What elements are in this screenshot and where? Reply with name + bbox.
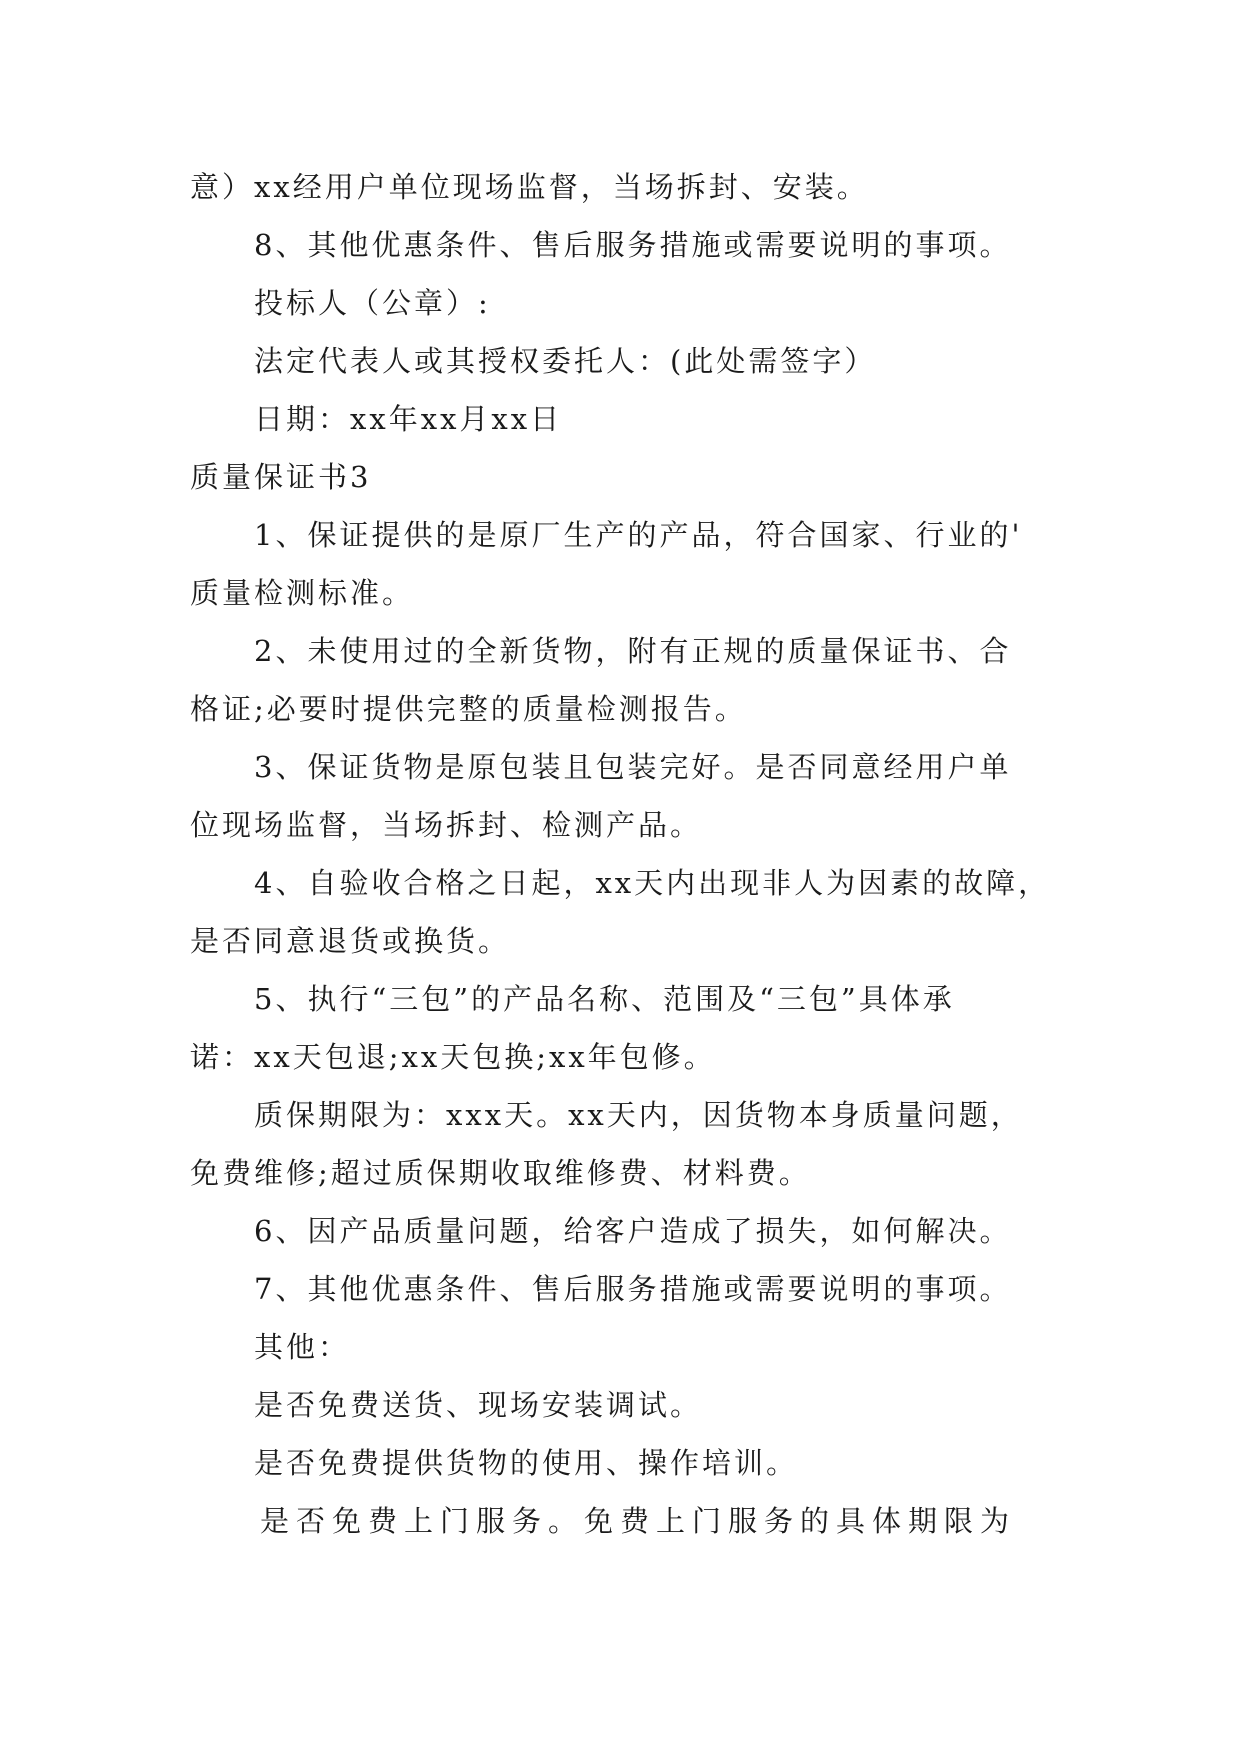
text-line: 8、其他优惠条件、售后服务措施或需要说明的事项。 xyxy=(254,228,1012,262)
text-line: 7、其他优惠条件、售后服务措施或需要说明的事项。 xyxy=(254,1272,1012,1306)
text-line: 是否免费送货、现场安装调试。 xyxy=(254,1388,703,1422)
text-line: 是否免费上门服务。免费上门服务的具体期限为 xyxy=(260,1504,1017,1538)
text-line: 6、因产品质量问题，给客户造成了损失，如何解决。 xyxy=(254,1214,1012,1248)
text-line: 免费维修;超过质保期收取维修费、材料费。 xyxy=(190,1156,811,1190)
text-line: 日期：xx年xx月xx日 xyxy=(254,402,563,436)
text-line: 1、保证提供的是原厂生产的产品，符合国家、行业的' xyxy=(254,518,1023,552)
text-line: 其他： xyxy=(254,1330,351,1364)
text-line: 3、保证货物是原包装且包装完好。是否同意经用户单 xyxy=(254,750,1012,784)
text-line: 位现场监督，当场拆封、检测产品。 xyxy=(190,808,703,842)
text-line: 质保期限为：xxx天。xx天内，因货物本身质量问题， xyxy=(254,1098,1023,1132)
text-line: 4、自验收合格之日起，xx天内出现非人为因素的故障， xyxy=(254,866,1051,900)
text-line: 格证;必要时提供完整的质量检测报告。 xyxy=(190,692,747,726)
text-line: 意）xx经用户单位现场监督，当场拆封、安装。 xyxy=(190,170,869,204)
text-line: 5、执行“三包”的产品名称、范围及“三包”具体承 xyxy=(254,982,955,1016)
text-line: 2、未使用过的全新货物，附有正规的质量保证书、合 xyxy=(254,634,1012,668)
text-line: 诺：xx天包退;xx天包换;xx年包修。 xyxy=(190,1040,716,1074)
section-heading: 质量保证书3 xyxy=(190,460,372,494)
text-line: 是否同意退货或换货。 xyxy=(190,924,511,958)
text-line: 是否免费提供货物的使用、操作培训。 xyxy=(254,1446,799,1480)
text-line: 投标人（公章）: xyxy=(254,286,491,320)
text-line: 法定代表人或其授权委托人：(此处需签字） xyxy=(254,344,877,378)
text-line: 质量检测标准。 xyxy=(190,576,415,610)
document-body xyxy=(190,158,1070,1550)
